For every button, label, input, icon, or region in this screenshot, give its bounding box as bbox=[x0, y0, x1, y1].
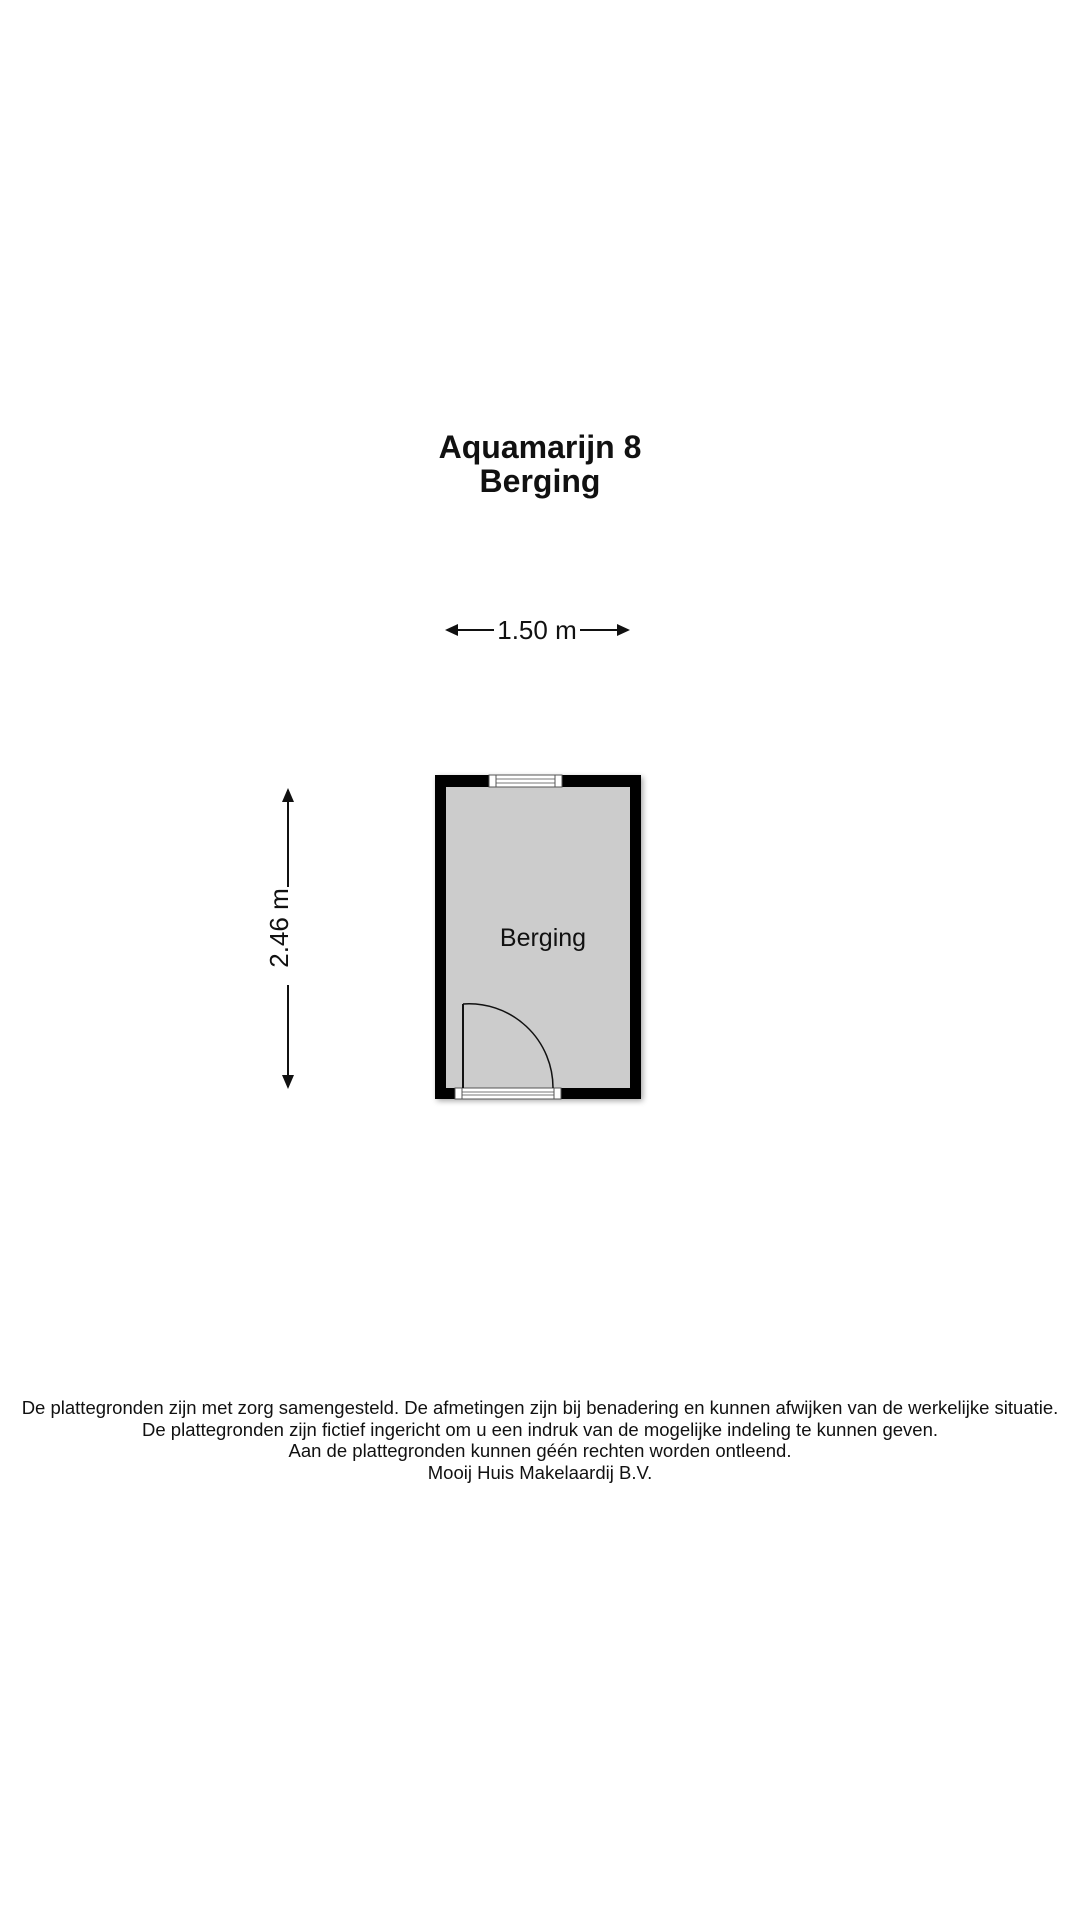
height-label: 2.46 m bbox=[264, 888, 294, 968]
floor-title: Berging bbox=[479, 463, 601, 499]
disclaimer-line: Aan de plattegronden kunnen géén rechten worden ontleend. bbox=[288, 1440, 792, 1461]
width-dimension bbox=[445, 615, 630, 645]
disclaimer-line: De plattegronden zijn fictief ingericht om u een indruk van de mogelijke indeling te kunnen geven. bbox=[142, 1418, 938, 1440]
width-label: 1.50 m bbox=[497, 615, 577, 645]
room-label: Berging bbox=[499, 924, 587, 952]
height-dimension bbox=[264, 788, 294, 1089]
company-name: Mooij Huis Makelaardij B.V. bbox=[427, 1461, 653, 1483]
window bbox=[489, 775, 562, 787]
disclaimer bbox=[0, 1397, 1080, 1483]
disclaimer-line: De plattegronden zijn met zorg samengesteld. De afmetingen zijn bij benadering en kunnen afwijken van de werkelijke situatie. bbox=[21, 1397, 1059, 1418]
address-title: Aquamarijn 8 bbox=[438, 429, 642, 465]
